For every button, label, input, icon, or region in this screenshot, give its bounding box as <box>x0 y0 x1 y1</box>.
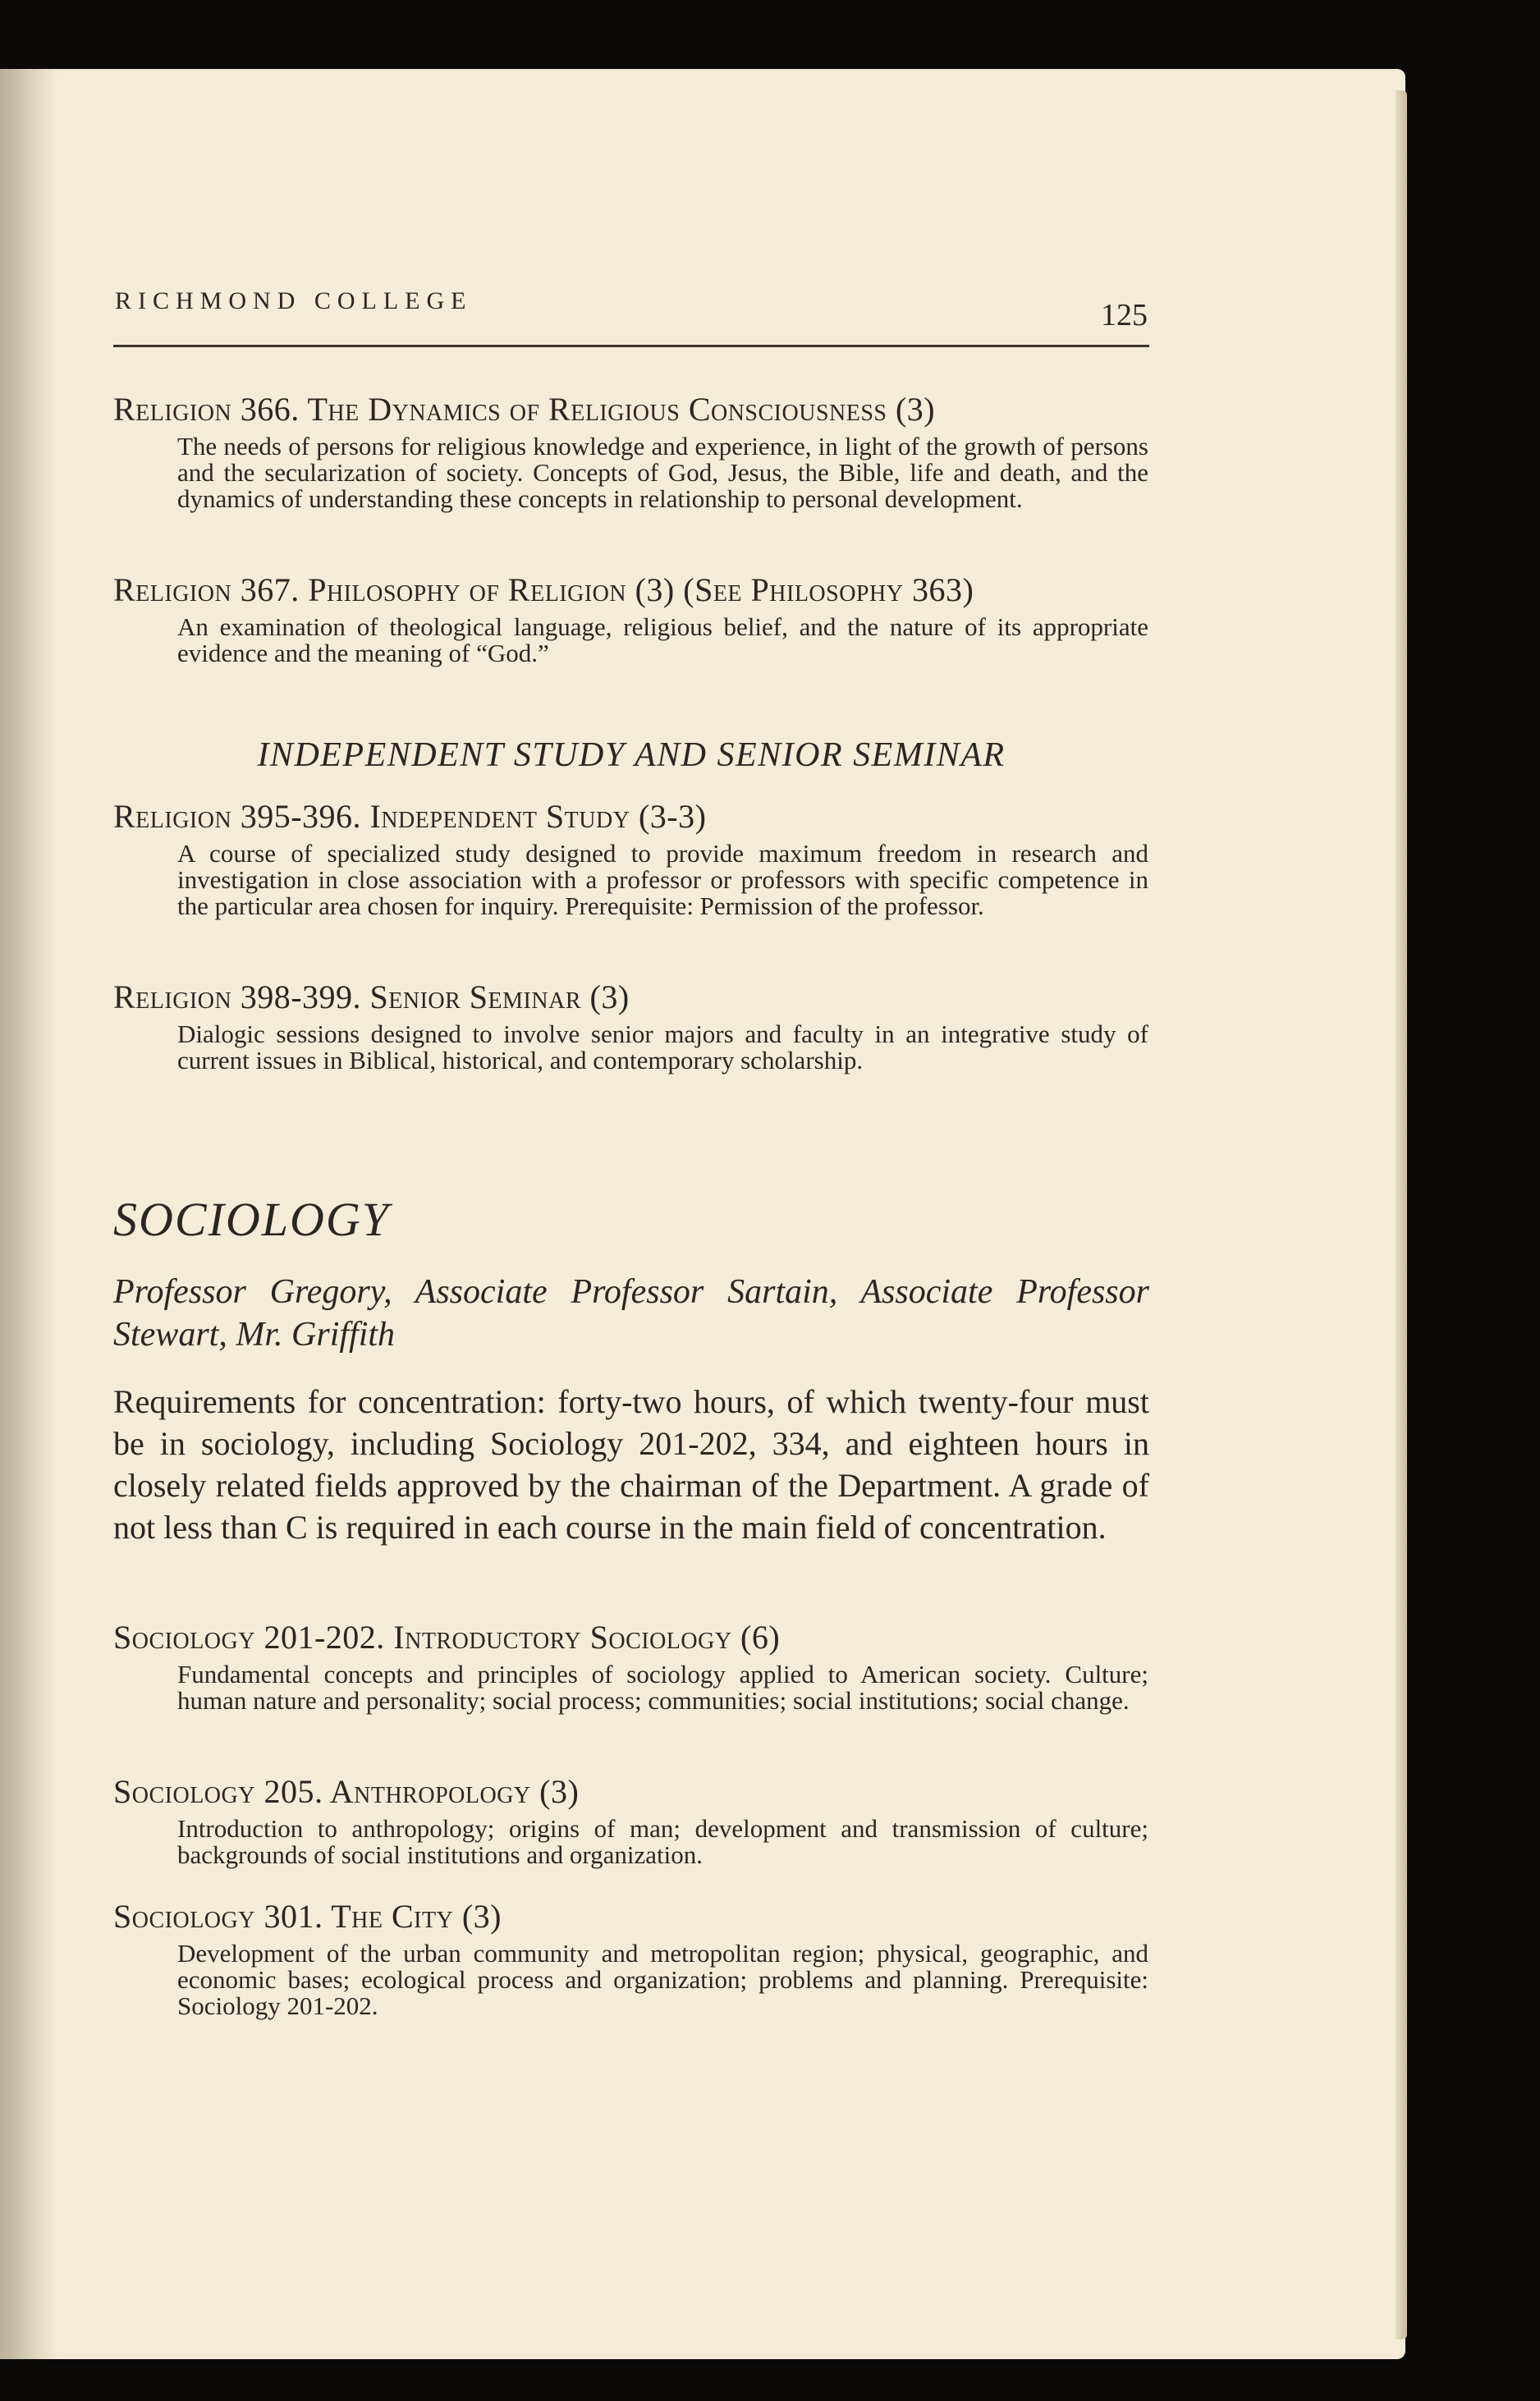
course-religion-398-399 <box>113 977 1149 1074</box>
course-title: Sociology 201-202. Introductory Sociology (6) <box>113 1619 781 1656</box>
course-religion-395-396 <box>113 796 1149 919</box>
course-religion-366 <box>113 389 1149 512</box>
course-title: Religion 395-396. Independent Study (3-3) <box>113 798 707 835</box>
course-title: Sociology 205. Anthropology (3) <box>113 1773 580 1810</box>
course-description: Development of the urban community and metropolitan region; physical, geographic, and economic bases; ecological process and organization; problems and planning. Prerequisite: Sociology 201-202. <box>177 1939 1148 2020</box>
course-sociology-205 <box>113 1771 1149 1868</box>
page-number: 125 <box>1101 298 1148 332</box>
course-description: Dialogic sessions designed to involve senior majors and faculty in an integrative study of current issues in Biblical, historical, and contemporary scholarship. <box>177 1020 1148 1074</box>
course-religion-367 <box>113 570 1149 667</box>
running-head <box>113 287 1149 347</box>
course-sociology-201-202 <box>113 1617 1149 1714</box>
course-description: Fundamental concepts and principles of sociology applied to American society. Culture; human nature and personality; social process; communities; social institutions; social change. <box>177 1660 1148 1715</box>
course-description: A course of specialized study designed to provide maximum freedom in research and investigation in close association with a professor or professors with specific competence in the particular area chosen for inquiry. Prerequisite: Permission of the professor. <box>177 839 1148 920</box>
course-sociology-301 <box>113 1896 1149 2019</box>
course-title: Sociology 301. The City (3) <box>113 1898 502 1935</box>
course-title: Religion 366. The Dynamics of Religious Consciousness (3) <box>113 391 936 428</box>
course-description: An examination of theological language, religious belief, and the nature of its appropriate evidence and the meaning of “God.” <box>177 612 1148 667</box>
course-description: The needs of persons for religious knowledge and experience, in light of the growth of persons and the secularization of society. Concepts of God, Jesus, the Bible, life and death, and the dynamics of understanding these concepts in relationship to personal development. <box>177 432 1148 513</box>
course-title: Religion 398-399. Senior Seminar (3) <box>113 978 630 1015</box>
faculty-list: Professor Gregory, Associate Professor Sartain, Associate Professor Stewart, Mr. Griffith <box>113 1273 1149 1354</box>
course-description: Introduction to anthropology; origins of man; development and transmission of culture; backgrounds of social institutions and organization. <box>177 1814 1148 1869</box>
concentration-requirements: Requirements for concentration: forty-two hours, of which twenty-four must be in sociology, including Sociology 201-202, 334, and eighteen hours in closely related fields approved by the chairman of the Department. A grade of not less than C is required in each course in the main field of concentration. <box>113 1383 1149 1546</box>
spine-shadow <box>0 69 57 2359</box>
section-heading-independent-study: INDEPENDENT STUDY AND SENIOR SEMINAR <box>257 736 1006 774</box>
department-title-sociology: SOCIOLOGY <box>113 1193 391 1246</box>
course-title: Religion 367. Philosophy of Religion (3) (See Philosophy 363) <box>113 571 974 608</box>
page-edge <box>1396 90 1407 2339</box>
running-title: RICHMOND COLLEGE <box>115 287 473 314</box>
